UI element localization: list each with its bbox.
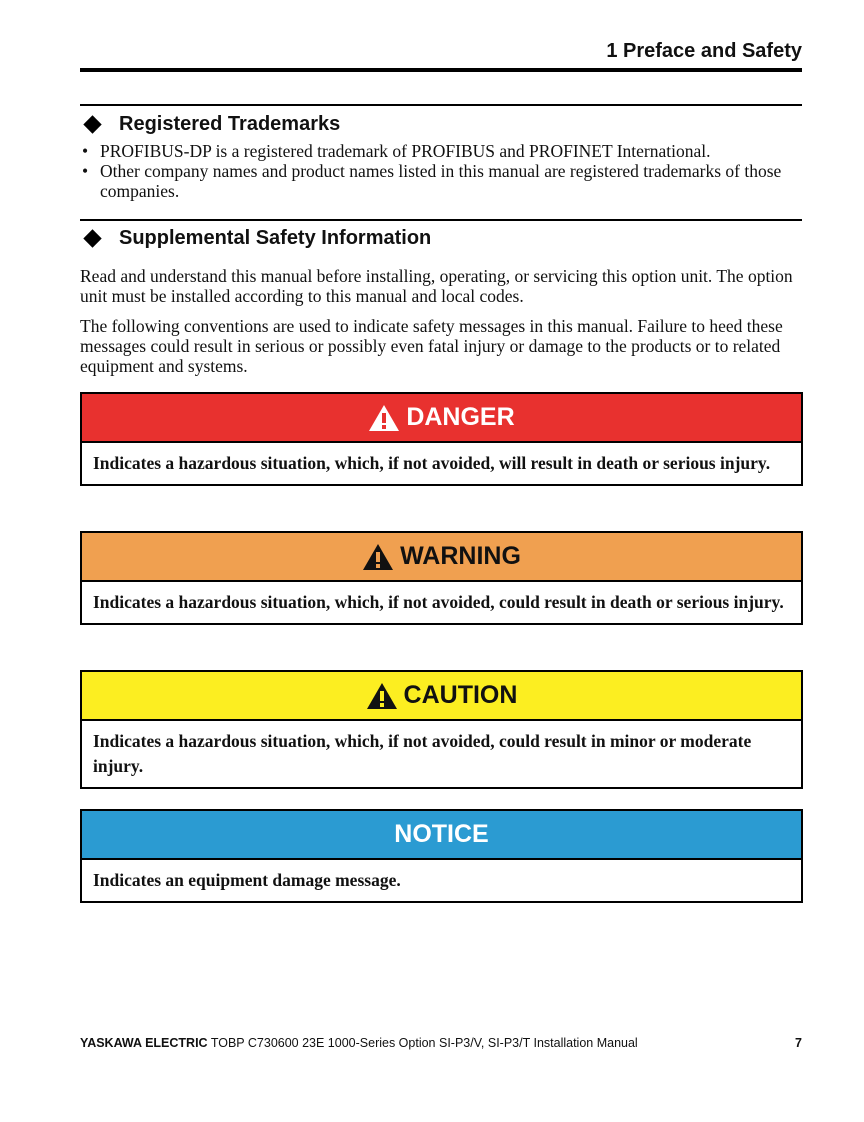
trademarks-title: Registered Trademarks xyxy=(119,113,341,135)
page-number: 7 xyxy=(795,1036,802,1050)
warning-text: Indicates a hazardous situation, which, if not avoided, could result in death or serious injury. xyxy=(93,592,784,612)
header-rule xyxy=(80,68,802,72)
caution-label: CAUTION xyxy=(403,681,518,709)
warning-label: WARNING xyxy=(400,542,521,570)
diamond-bullet-icon xyxy=(83,115,101,133)
danger-label: DANGER xyxy=(406,403,515,431)
warning-header xyxy=(82,533,801,582)
safety-paragraph-1: Read and understand this manual before installing, operating, or servicing this option unit. The option unit must be installed according to this manual and local codes. xyxy=(80,266,793,306)
page-header-title: 1 Preface and Safety xyxy=(606,40,802,62)
danger-text: Indicates a hazardous situation, which, if not avoided, will result in death or serious injury. xyxy=(93,453,771,473)
warning-triangle-icon xyxy=(366,682,398,710)
footer-doc-info xyxy=(80,1036,638,1050)
warning-triangle-icon xyxy=(368,404,400,432)
section-rule-trademarks xyxy=(80,104,802,106)
footer-brand: YASKAWA ELECTRIC xyxy=(80,1036,208,1050)
warning-triangle-icon xyxy=(362,543,394,571)
safety-paragraph-2: The following conventions are used to indicate safety messages in this manual. Failure to heed these messages could result in serious or possibly even fatal injury or damage to the products or to related equipment and systems. xyxy=(80,316,783,376)
notice-header xyxy=(82,811,801,860)
section-rule-safety xyxy=(80,219,802,221)
page-footer xyxy=(80,1036,802,1050)
caution-box xyxy=(80,670,803,789)
safety-title: Supplemental Safety Information xyxy=(119,227,432,249)
caution-header xyxy=(82,672,801,721)
caution-text: Indicates a hazardous situation, which, if not avoided, could result in minor or moderate injury. xyxy=(93,731,752,776)
notice-text: Indicates an equipment damage message. xyxy=(93,870,401,890)
list-item: • PROFIBUS-DP is a registered trademark of PROFIBUS and PROFINET International. xyxy=(80,141,802,161)
notice-label: NOTICE xyxy=(394,820,489,848)
section-title-trademarks xyxy=(84,113,340,136)
warning-box xyxy=(80,531,803,625)
footer-doc-title: TOBP C730600 23E 1000-Series Option SI-P3/V, SI-P3/T Installation Manual xyxy=(210,1036,638,1050)
diamond-bullet-icon xyxy=(83,229,101,247)
danger-header xyxy=(82,394,801,443)
section-title-safety xyxy=(84,227,431,250)
notice-box xyxy=(80,809,803,903)
list-item: • Other company names and product names listed in this manual are registered trademarks of those companies. xyxy=(80,161,802,201)
trademarks-list xyxy=(80,141,802,201)
danger-box xyxy=(80,392,803,486)
